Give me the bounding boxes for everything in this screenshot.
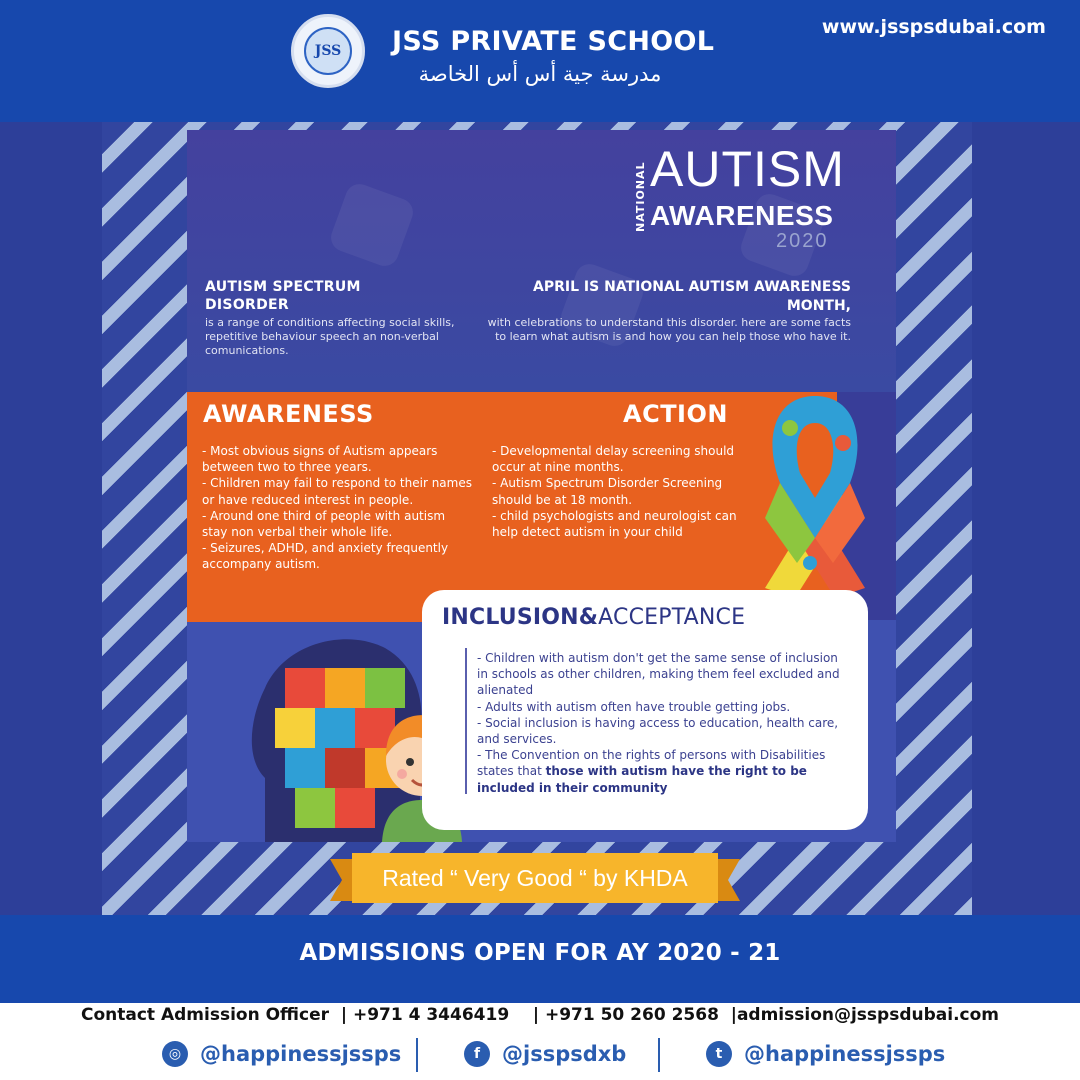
list-item: - Social inclusion is having access to education, health care, and services.: [477, 715, 839, 747]
social-links: [0, 1034, 1080, 1074]
list-item: - Adults with autism often have trouble getting jobs.: [477, 699, 791, 714]
instagram-icon: ◎: [162, 1041, 188, 1067]
list-item: - Children may fail to respond to their names or have reduced interest in people.: [202, 476, 472, 507]
convention-text: - The Convention on the rights of persons with Disabilities states that: [477, 748, 826, 779]
divider: [658, 1038, 660, 1072]
rated-text: Rated “ Very Good “ by KHDA: [382, 865, 688, 891]
website-link[interactable]: www.jsspsdubai.com: [821, 16, 1046, 38]
school-name-arabic: مدرسة جية أس أس الخاصة: [418, 62, 662, 86]
contact-line[interactable]: Contact Admission Officer | +971 4 3446419 | +971 50 260 2568 |admission@jsspsdubai.com: [80, 1005, 999, 1025]
awareness-list: [202, 443, 472, 573]
list-item: - Children with autism don't get the same sense of inclusion in schools as other children, making them feel excluded and alienated: [477, 651, 840, 698]
list-item: - Most obvious signs of Autism appears between two to three years.: [202, 444, 438, 475]
inclusion-divider: [465, 648, 467, 794]
twitter-handle: @happinessjssps: [744, 1042, 946, 1066]
list-item: - Around one third of people with autism stay non verbal their whole life.: [202, 508, 446, 540]
facebook-link[interactable]: [464, 1034, 626, 1074]
asd-text: is a range of conditions affecting social skills, repetitive behaviour speech an non-verbal comunications.: [205, 316, 455, 357]
twitter-icon: t: [706, 1041, 732, 1067]
title-national: NATIONAL: [634, 161, 647, 232]
list-item: - child psychologists and neurologist can help detect autism in your child: [492, 508, 737, 540]
school-logo: [291, 14, 365, 88]
autism-poster: [187, 130, 896, 842]
list-item: - Seizures, ADHD, and anxiety frequently accompany autism.: [202, 541, 449, 572]
april-heading: APRIL IS NATIONAL AUTISM AWARENESS MONTH,: [533, 279, 851, 314]
inclusion-heading-light: ACCEPTANCE: [598, 605, 746, 630]
list-item: [477, 747, 847, 796]
logo-emblem: JSS: [304, 27, 352, 75]
convention-highlight: those with autism have the right to be included in their community: [477, 764, 807, 795]
puzzle-ribbon-icon: [735, 388, 895, 598]
divider: [416, 1038, 418, 1072]
action-list: [492, 443, 752, 540]
inclusion-heading-bold: INCLUSION&: [442, 605, 599, 630]
twitter-link[interactable]: [706, 1034, 945, 1074]
april-text: with celebrations to understand this disorder. here are some facts to learn what autism is and how you can help those who have it.: [487, 316, 851, 343]
inclusion-heading: [442, 605, 745, 630]
asd-heading: AUTISM SPECTRUM DISORDER: [205, 279, 361, 313]
facebook-handle: @jsspsdxb: [502, 1042, 627, 1066]
list-item: - Developmental delay screening should occur at nine months.: [492, 444, 735, 475]
admissions-text: ADMISSIONS OPEN FOR AY 2020 - 21: [299, 940, 781, 966]
title-awareness: AWARENESS: [650, 200, 834, 231]
awareness-heading: AWARENESS: [203, 400, 374, 428]
action-heading: ACTION: [623, 400, 728, 428]
title-autism: AUTISM: [650, 141, 845, 197]
instagram-handle: @happinessjssps: [200, 1042, 402, 1066]
title-year: 2020: [776, 230, 829, 252]
instagram-link[interactable]: [162, 1034, 401, 1074]
school-name: JSS PRIVATE SCHOOL: [392, 26, 715, 57]
list-item: - Autism Spectrum Disorder Screening should be at 18 month.: [492, 476, 723, 507]
facebook-icon: f: [464, 1041, 490, 1067]
inclusion-list: [477, 650, 847, 796]
